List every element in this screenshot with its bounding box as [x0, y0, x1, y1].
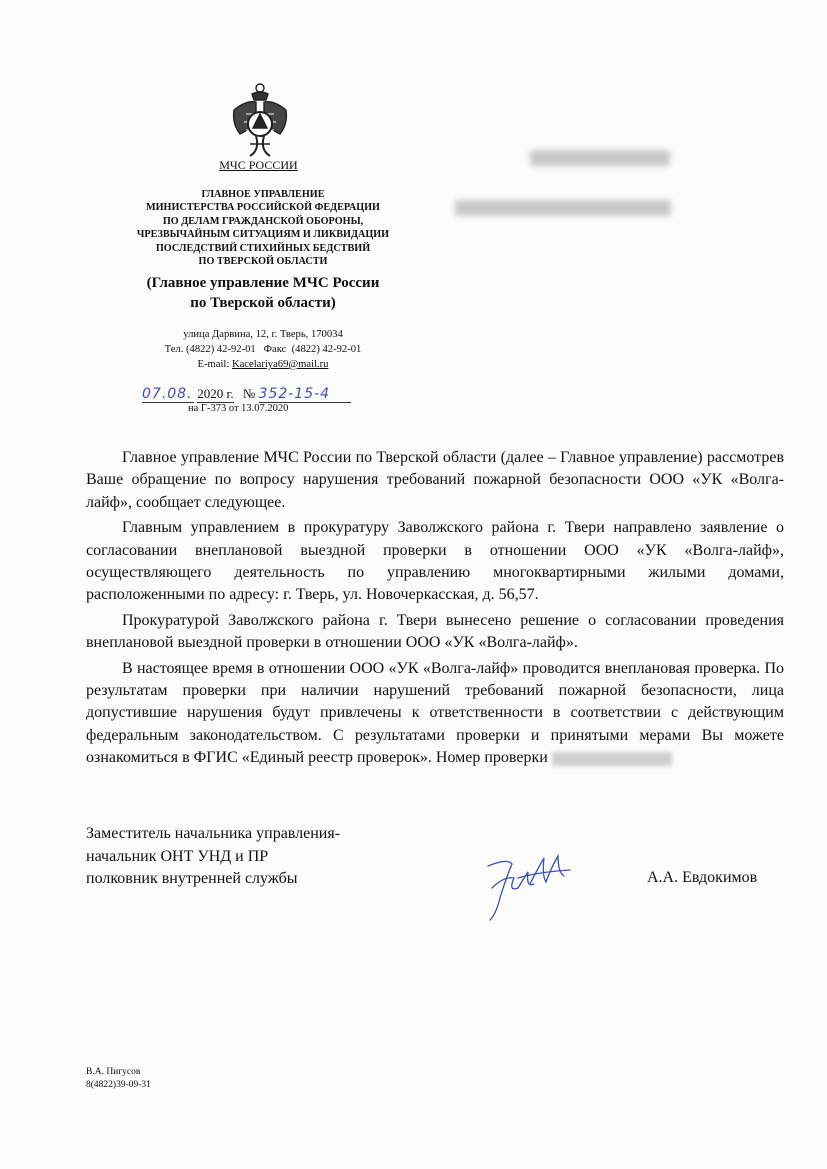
- outgoing-date-handwritten: 07.08.: [142, 386, 193, 402]
- position-line: начальник ОНТ УНД и ПР: [86, 847, 269, 865]
- body-paragraph-4-text: В настоящее время в отношении ООО «УК «Волга-лайф» проводится внеплановая проверка. По результатам проверки при наличии нарушений требований пожарной безопасности, лица допустившие нарушения будут привлечены к ответственности в соответствии с действующим федеральным законодательством. С результатами проверки и принятыми мерами Вы можете ознакомиться в ФГИС «Единый реестр проверок». Номер проверки: [86, 659, 784, 767]
- signatory-name: А.А. Евдокимов: [647, 869, 758, 886]
- body-paragraph-1: Главное управление МЧС России по Тверской области (далее – Главное управление) рассмотрев Ваше обращение по вопросу нарушения требований пожарной безопасности ООО «УК «Волга-лайф», сообщает следующее.: [86, 449, 784, 511]
- signatory-position: [86, 823, 340, 891]
- outgoing-year: 2020 г.: [197, 386, 234, 401]
- redacted-inspection-number: [552, 752, 672, 766]
- executor-phone: 8(4822)39-09-31: [86, 1080, 151, 1090]
- handwritten-signature-icon: [478, 848, 578, 923]
- org-short-name: МЧС РОССИИ: [219, 158, 298, 172]
- number-sign: №: [242, 386, 256, 401]
- body-paragraph-3: Прокуратурой Заволжского района г. Твери вынесено решение о согласовании проведения внеплановой выездной проверки в отношении ООО «УК «Волга-лайф».: [86, 611, 784, 652]
- body-paragraph-4: [86, 658, 784, 770]
- org-line: ЧРЕЗВЫЧАЙНЫМ СИТУАЦИЯМ И ЛИКВИДАЦИИ: [136, 229, 390, 241]
- position-line: Заместитель начальника управления-: [86, 825, 341, 842]
- executor-block: [86, 1066, 151, 1092]
- org-phone: Тел. (4822) 42-92-01 Факс (4822) 42-92-01: [164, 344, 362, 355]
- letter-body: [86, 447, 784, 773]
- redacted-recipient-line-2: [455, 200, 671, 216]
- outgoing-number-handwritten: 352-15-4: [259, 386, 351, 403]
- outgoing-reference: на Г-373 от 13.07.2020: [188, 403, 289, 414]
- email-label: E-mail:: [197, 359, 232, 370]
- outgoing-number-row: [142, 386, 402, 403]
- emchs-emblem-icon: [226, 80, 294, 160]
- org-line: ГЛАВНОЕ УПРАВЛЕНИЕ: [201, 189, 325, 200]
- org-line: ПО ТВЕРСКОЙ ОБЛАСТИ: [198, 256, 328, 268]
- org-line: ПОСЛЕДСТВИЙ СТИХИЙНЫХ БЕДСТВИЙ: [155, 242, 371, 254]
- position-line: полковник внутренней службы: [86, 870, 298, 887]
- org-paren-line: по Тверской области): [190, 295, 336, 311]
- org-abbrev-name: [88, 273, 438, 313]
- email-link[interactable]: Kacelariya69@mail.ru: [231, 359, 329, 370]
- org-contacts: [118, 327, 408, 372]
- executor-name: В.А. Пигусов: [86, 1067, 141, 1077]
- org-line: ПО ДЕЛАМ ГРАЖДАНСКОЙ ОБОРОНЫ,: [162, 215, 364, 227]
- org-email-row: [118, 357, 408, 372]
- org-line: МИНИСТЕРСТВА РОССИЙСКОЙ ФЕДЕРАЦИИ: [146, 202, 380, 214]
- org-paren-line: (Главное управление МЧС России: [146, 275, 380, 291]
- body-paragraph-2: Главным управлением в прокуратуру Заволжского района г. Твери направлено заявление о согласовании внеплановой выездной проверки в отношении ООО «УК «Волга-лайф», осуществляющего деятельность по управлению многоквартирными жилыми домами, расположенными по адресу: г. Тверь, ул. Новочеркасская, д. 56,57.: [86, 519, 784, 604]
- redacted-recipient-line-1: [530, 150, 670, 166]
- org-full-name: [88, 188, 438, 268]
- org-address: улица Дарвина, 12, г. Тверь, 170034: [183, 329, 343, 340]
